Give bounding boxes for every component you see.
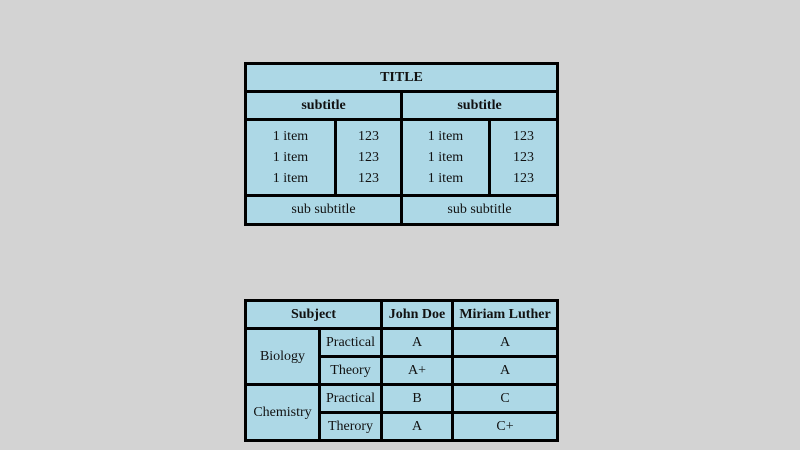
assessment-type: Therory [320, 413, 382, 441]
items-cell [246, 120, 336, 196]
values-cell [490, 120, 558, 196]
value: 123 [513, 171, 534, 186]
grade-miriam: A [453, 329, 558, 357]
value: 123 [358, 171, 379, 186]
grade-miriam: C [453, 385, 558, 413]
group-subtitle: subtitle [402, 92, 558, 120]
item: 1 item [272, 129, 309, 144]
item: 1 item [427, 129, 464, 144]
item: 1 item [427, 171, 464, 186]
group-footer: sub subtitle [402, 196, 558, 225]
summary-table [244, 62, 559, 226]
assessment-type: Practical [320, 385, 382, 413]
item: 1 item [272, 150, 309, 165]
value: 123 [513, 150, 534, 165]
grade-john: A [382, 329, 453, 357]
item: 1 item [272, 171, 309, 186]
item: 1 item [427, 150, 464, 165]
subject-chemistry: Chemistry [246, 385, 320, 441]
values-cell [336, 120, 402, 196]
value: 123 [358, 129, 379, 144]
grade-miriam: C+ [453, 413, 558, 441]
grade-john: B [382, 385, 453, 413]
table-row [246, 385, 558, 413]
header-john-doe: John Doe [382, 301, 453, 329]
group-subtitle: subtitle [246, 92, 402, 120]
grades-table [244, 299, 559, 442]
table-row [246, 329, 558, 357]
assessment-type: Practical [320, 329, 382, 357]
value: 123 [513, 129, 534, 144]
grade-john: A [382, 413, 453, 441]
grade-john: A+ [382, 357, 453, 385]
table-title: TITLE [246, 64, 558, 92]
items-cell [402, 120, 490, 196]
group-footer: sub subtitle [246, 196, 402, 225]
assessment-type: Theory [320, 357, 382, 385]
grade-miriam: A [453, 357, 558, 385]
header-subject: Subject [246, 301, 382, 329]
header-row [246, 301, 558, 329]
header-miriam-luther: Miriam Luther [453, 301, 558, 329]
subject-biology: Biology [246, 329, 320, 385]
value: 123 [358, 150, 379, 165]
